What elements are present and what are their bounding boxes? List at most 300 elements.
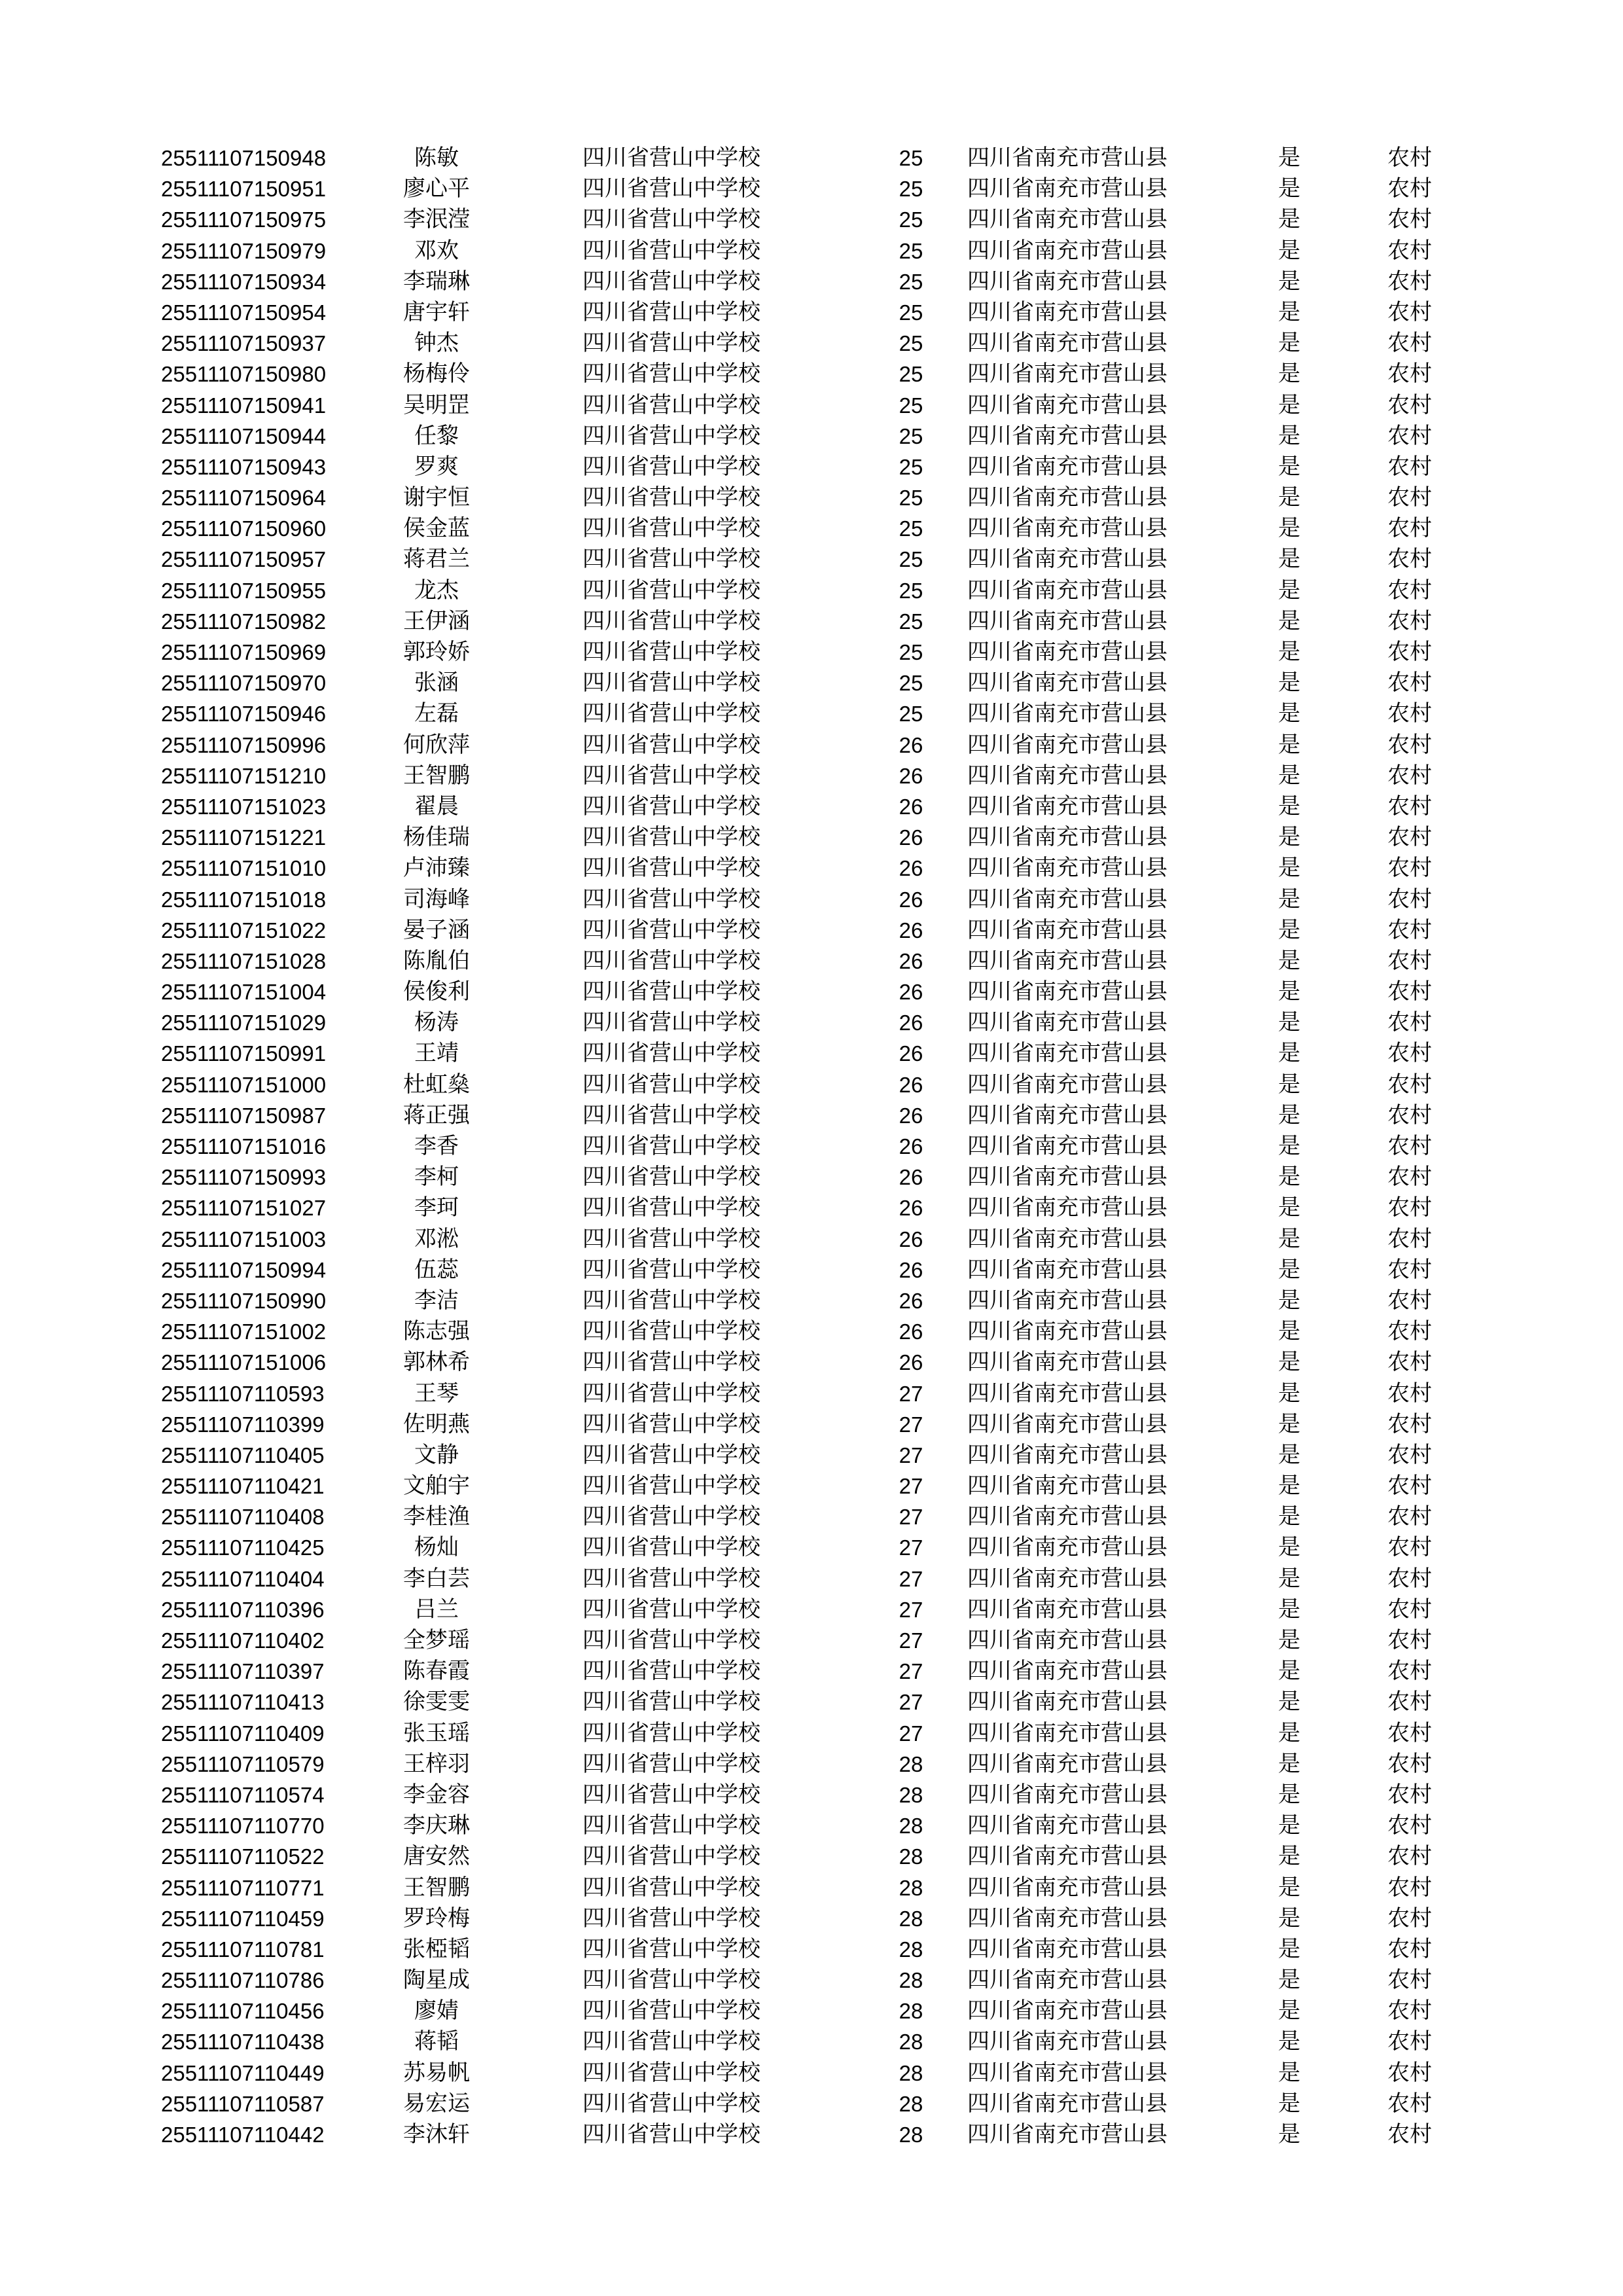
status-cell: 是 [1278, 793, 1300, 819]
table-row [0, 1841, 1623, 1872]
exam-id-cell: 25511107150979 [161, 238, 327, 263]
school-cell: 四川省营山中学校 [582, 1658, 760, 1685]
exam-id-cell: 25511107110579 [161, 1751, 325, 1776]
student-name-cell: 罗玲梅 [403, 1905, 470, 1931]
address-cell: 四川省南充市营山县 [967, 947, 1168, 974]
student-name-cell: 李桂渔 [403, 1503, 470, 1530]
school-cell: 四川省营山中学校 [582, 145, 760, 171]
status-cell: 是 [1278, 731, 1300, 758]
school-cell: 四川省营山中学校 [582, 1473, 760, 1499]
student-name-cell: 张涵 [414, 670, 459, 696]
address-cell: 四川省南充市营山县 [967, 237, 1168, 264]
area-type-cell: 农村 [1387, 1133, 1432, 1159]
exam-id-cell: 25511107151022 [161, 918, 327, 942]
group-cell: 28 [899, 2091, 923, 2116]
status-cell: 是 [1278, 145, 1300, 171]
exam-id-cell: 25511107151000 [161, 1072, 327, 1097]
exam-id-cell: 25511107150957 [161, 547, 327, 572]
table-row [0, 853, 1623, 884]
student-name-cell: 龙杰 [414, 577, 459, 603]
status-cell: 是 [1278, 855, 1300, 882]
area-type-cell: 农村 [1387, 298, 1432, 325]
table-row [0, 513, 1623, 544]
area-type-cell: 农村 [1387, 793, 1432, 819]
area-type-cell: 农村 [1387, 1750, 1432, 1777]
group-cell: 26 [899, 1103, 923, 1128]
exam-id-cell: 25511107110459 [161, 1906, 325, 1931]
address-cell: 四川省南充市营山县 [967, 2090, 1168, 2117]
address-cell: 四川省南充市营山县 [967, 762, 1168, 789]
group-cell: 28 [899, 1968, 923, 1993]
school-cell: 四川省营山中学校 [582, 1874, 760, 1901]
exam-id-cell: 25511107110449 [161, 2060, 325, 2085]
status-cell: 是 [1278, 1534, 1300, 1561]
table-row [0, 977, 1623, 1007]
group-cell: 26 [899, 1350, 923, 1375]
address-cell: 四川省南充市营山县 [967, 2028, 1168, 2055]
address-cell: 四川省南充市营山县 [967, 1380, 1168, 1407]
group-cell: 26 [899, 1011, 923, 1035]
student-name-cell: 李珂 [414, 1194, 459, 1221]
table-row [0, 452, 1623, 482]
table-row [0, 730, 1623, 761]
group-cell: 26 [899, 1196, 923, 1221]
group-cell: 27 [899, 1381, 923, 1406]
school-cell: 四川省营山中学校 [582, 1503, 760, 1530]
student-name-cell: 卢沛臻 [403, 855, 470, 882]
student-name-cell: 司海峰 [403, 886, 470, 912]
group-cell: 26 [899, 1041, 923, 1066]
area-type-cell: 农村 [1387, 1473, 1432, 1499]
table-row [0, 2089, 1623, 2119]
student-name-cell: 唐宇轩 [403, 298, 470, 325]
area-type-cell: 农村 [1387, 1935, 1432, 1962]
status-cell: 是 [1278, 1441, 1300, 1468]
school-cell: 四川省营山中学校 [582, 577, 760, 603]
address-cell: 四川省南充市营山县 [967, 824, 1168, 851]
address-cell: 四川省南充市营山县 [967, 577, 1168, 603]
school-cell: 四川省营山中学校 [582, 1256, 760, 1283]
status-cell: 是 [1278, 422, 1300, 449]
status-cell: 是 [1278, 1503, 1300, 1530]
student-name-cell: 李沐轩 [403, 2121, 470, 2147]
group-cell: 25 [899, 362, 923, 387]
student-name-cell: 李香 [414, 1133, 459, 1159]
table-row [0, 1224, 1623, 1255]
group-cell: 26 [899, 1257, 923, 1282]
school-cell: 四川省营山中学校 [582, 1009, 760, 1036]
address-cell: 四川省南充市营山县 [967, 1998, 1168, 2024]
area-type-cell: 农村 [1387, 361, 1432, 387]
status-cell: 是 [1278, 546, 1300, 573]
address-cell: 四川省南充市营山县 [967, 175, 1168, 202]
exam-id-cell: 25511107110408 [161, 1505, 325, 1530]
area-type-cell: 农村 [1387, 237, 1432, 264]
group-cell: 26 [899, 1072, 923, 1097]
school-cell: 四川省营山中学校 [582, 422, 760, 449]
student-name-cell: 侯俊利 [403, 978, 470, 1005]
table-row [0, 946, 1623, 977]
area-type-cell: 农村 [1387, 1071, 1432, 1098]
group-cell: 27 [899, 1597, 923, 1622]
area-type-cell: 农村 [1387, 546, 1432, 573]
table-row [0, 1440, 1623, 1471]
school-cell: 四川省营山中学校 [582, 1287, 760, 1314]
school-cell: 四川省营山中学校 [582, 916, 760, 943]
student-name-cell: 杨涛 [414, 1009, 459, 1036]
exam-id-cell: 25511107151002 [161, 1319, 327, 1344]
address-cell: 四川省南充市营山县 [967, 1473, 1168, 1499]
address-cell: 四川省南充市营山县 [967, 484, 1168, 511]
school-cell: 四川省营山中学校 [582, 1194, 760, 1221]
address-cell: 四川省南充市营山县 [967, 145, 1168, 171]
table-row [0, 1749, 1623, 1780]
area-type-cell: 农村 [1387, 1040, 1432, 1067]
table-row [0, 297, 1623, 328]
exam-id-cell: 25511107150955 [161, 578, 327, 603]
exam-id-cell: 25511107150954 [161, 300, 327, 325]
area-type-cell: 农村 [1387, 1812, 1432, 1839]
school-cell: 四川省营山中学校 [582, 1565, 760, 1592]
school-cell: 四川省营山中学校 [582, 1627, 760, 1653]
area-type-cell: 农村 [1387, 1627, 1432, 1653]
exam-id-cell: 25511107151023 [161, 794, 327, 819]
student-name-cell: 李白芸 [403, 1565, 470, 1592]
school-cell: 四川省营山中学校 [582, 1133, 760, 1159]
table-row [0, 1532, 1623, 1563]
area-type-cell: 农村 [1387, 206, 1432, 233]
table-row [0, 1007, 1623, 1038]
exam-id-cell: 25511107110456 [161, 1999, 325, 2024]
area-type-cell: 农村 [1387, 1905, 1432, 1931]
exam-id-cell: 25511107150996 [161, 732, 327, 757]
area-type-cell: 农村 [1387, 824, 1432, 851]
status-cell: 是 [1278, 1627, 1300, 1653]
table-row [0, 668, 1623, 698]
student-name-cell: 廖婧 [414, 1998, 459, 2024]
school-cell: 四川省营山中学校 [582, 2121, 760, 2147]
area-type-cell: 农村 [1387, 1225, 1432, 1252]
group-cell: 25 [899, 454, 923, 479]
status-cell: 是 [1278, 577, 1300, 603]
table-row [0, 482, 1623, 513]
area-type-cell: 农村 [1387, 1534, 1432, 1561]
student-name-cell: 李瑞琳 [403, 268, 470, 295]
student-name-cell: 郭玲娇 [403, 639, 470, 665]
area-type-cell: 农村 [1387, 978, 1432, 1005]
school-cell: 四川省营山中学校 [582, 1781, 760, 1808]
area-type-cell: 农村 [1387, 175, 1432, 202]
school-cell: 四川省营山中学校 [582, 1318, 760, 1345]
table-row [0, 1656, 1623, 1687]
school-cell: 四川省营山中学校 [582, 1534, 760, 1561]
group-cell: 25 [899, 640, 923, 664]
student-name-cell: 吴明罡 [403, 391, 470, 418]
area-type-cell: 农村 [1387, 916, 1432, 943]
address-cell: 四川省南充市营山县 [967, 2121, 1168, 2147]
table-row [0, 328, 1623, 359]
address-cell: 四川省南充市营山县 [967, 1318, 1168, 1345]
group-cell: 25 [899, 516, 923, 541]
address-cell: 四川省南充市营山县 [967, 1689, 1168, 1715]
group-cell: 25 [899, 486, 923, 511]
school-cell: 四川省营山中学校 [582, 1164, 760, 1191]
area-type-cell: 农村 [1387, 1256, 1432, 1283]
address-cell: 四川省南充市营山县 [967, 793, 1168, 819]
status-cell: 是 [1278, 1009, 1300, 1036]
status-cell: 是 [1278, 2059, 1300, 2086]
table-row [0, 544, 1623, 575]
exam-id-cell: 25511107151210 [161, 763, 327, 788]
area-type-cell: 农村 [1387, 1998, 1432, 2024]
student-name-cell: 王智鹏 [403, 1874, 470, 1901]
area-type-cell: 农村 [1387, 145, 1432, 171]
address-cell: 四川省南充市营山县 [967, 1967, 1168, 1994]
status-cell: 是 [1278, 1905, 1300, 1931]
address-cell: 四川省南充市营山县 [967, 1194, 1168, 1221]
exam-id-cell: 25511107150975 [161, 207, 327, 232]
exam-id-cell: 25511107150964 [161, 486, 327, 511]
student-name-cell: 蒋正强 [403, 1102, 470, 1128]
area-type-cell: 农村 [1387, 268, 1432, 295]
group-cell: 27 [899, 1721, 923, 1746]
table-row [0, 698, 1623, 729]
school-cell: 四川省营山中学校 [582, 1596, 760, 1623]
address-cell: 四川省南充市营山县 [967, 1009, 1168, 1036]
table-row [0, 1718, 1623, 1749]
group-cell: 25 [899, 331, 923, 356]
table-row [0, 1625, 1623, 1656]
student-name-cell: 易宏运 [403, 2090, 470, 2117]
table-row [0, 884, 1623, 915]
address-cell: 四川省南充市营山县 [967, 1843, 1168, 1870]
group-cell: 25 [899, 702, 923, 726]
status-cell: 是 [1278, 1071, 1300, 1098]
student-name-cell: 何欣萍 [403, 731, 470, 758]
student-name-cell: 吕兰 [414, 1596, 459, 1623]
status-cell: 是 [1278, 1596, 1300, 1623]
group-cell: 27 [899, 1535, 923, 1560]
school-cell: 四川省营山中学校 [582, 1225, 760, 1252]
table-row [0, 2058, 1623, 2089]
group-cell: 26 [899, 918, 923, 942]
group-cell: 26 [899, 887, 923, 912]
status-cell: 是 [1278, 391, 1300, 418]
status-cell: 是 [1278, 298, 1300, 325]
status-cell: 是 [1278, 1843, 1300, 1870]
status-cell: 是 [1278, 1102, 1300, 1128]
table-row [0, 791, 1623, 822]
table-row [0, 1038, 1623, 1069]
school-cell: 四川省营山中学校 [582, 237, 760, 264]
table-row [0, 143, 1623, 173]
exam-id-cell: 25511107150934 [161, 269, 327, 294]
address-cell: 四川省南充市营山县 [967, 546, 1168, 573]
exam-id-cell: 25511107150980 [161, 362, 327, 387]
exam-id-cell: 25511107151018 [161, 887, 327, 912]
area-type-cell: 农村 [1387, 1781, 1432, 1808]
table-row [0, 915, 1623, 946]
group-cell: 27 [899, 1690, 923, 1715]
address-cell: 四川省南充市营山县 [967, 886, 1168, 912]
status-cell: 是 [1278, 607, 1300, 634]
area-type-cell: 农村 [1387, 1380, 1432, 1407]
table-row [0, 1471, 1623, 1501]
school-cell: 四川省营山中学校 [582, 1843, 760, 1870]
student-name-cell: 佐明燕 [403, 1410, 470, 1437]
area-type-cell: 农村 [1387, 855, 1432, 882]
table-row [0, 1316, 1623, 1347]
student-name-cell: 陈胤伯 [403, 947, 470, 974]
table-row [0, 2119, 1623, 2150]
group-cell: 25 [899, 609, 923, 634]
table-row [0, 390, 1623, 421]
exam-id-cell: 25511107151006 [161, 1350, 327, 1375]
group-cell: 26 [899, 1319, 923, 1344]
exam-id-cell: 25511107110522 [161, 1844, 325, 1869]
address-cell: 四川省南充市营山县 [967, 1781, 1168, 1808]
status-cell: 是 [1278, 175, 1300, 202]
student-name-cell: 蒋君兰 [403, 546, 470, 573]
status-cell: 是 [1278, 639, 1300, 665]
table-row [0, 1965, 1623, 1996]
student-list-table [0, 143, 1623, 2150]
area-type-cell: 农村 [1387, 607, 1432, 634]
table-row [0, 1687, 1623, 1717]
status-cell: 是 [1278, 1719, 1300, 1746]
address-cell: 四川省南充市营山县 [967, 1503, 1168, 1530]
address-cell: 四川省南充市营山县 [967, 298, 1168, 325]
table-row [0, 761, 1623, 791]
address-cell: 四川省南充市营山县 [967, 1410, 1168, 1437]
exam-id-cell: 25511107110438 [161, 2030, 325, 2054]
exam-id-cell: 25511107110413 [161, 1690, 325, 1715]
student-name-cell: 陶星成 [403, 1967, 470, 1994]
exam-id-cell: 25511107151016 [161, 1134, 327, 1158]
table-row [0, 1903, 1623, 1934]
exam-id-cell: 25511107150969 [161, 640, 327, 664]
address-cell: 四川省南充市营山县 [967, 2059, 1168, 2086]
exam-id-cell: 25511107151010 [161, 856, 327, 881]
area-type-cell: 农村 [1387, 484, 1432, 511]
group-cell: 26 [899, 856, 923, 881]
area-type-cell: 农村 [1387, 1503, 1432, 1530]
area-type-cell: 农村 [1387, 1967, 1432, 1994]
status-cell: 是 [1278, 1349, 1300, 1376]
student-name-cell: 陈敏 [414, 145, 459, 171]
school-cell: 四川省营山中学校 [582, 330, 760, 357]
status-cell: 是 [1278, 1194, 1300, 1221]
group-cell: 28 [899, 1875, 923, 1900]
student-name-cell: 晏子涵 [403, 916, 470, 943]
table-row [0, 1564, 1623, 1594]
status-cell: 是 [1278, 1410, 1300, 1437]
student-name-cell: 唐安然 [403, 1843, 470, 1870]
table-row [0, 1409, 1623, 1440]
status-cell: 是 [1278, 1225, 1300, 1252]
area-type-cell: 农村 [1387, 2121, 1432, 2147]
status-cell: 是 [1278, 1565, 1300, 1592]
student-name-cell: 张椏韬 [403, 1935, 470, 1962]
group-cell: 25 [899, 207, 923, 232]
group-cell: 27 [899, 1628, 923, 1653]
address-cell: 四川省南充市营山县 [967, 1441, 1168, 1468]
student-name-cell: 李泯滢 [403, 206, 470, 233]
address-cell: 四川省南充市营山县 [967, 1905, 1168, 1931]
exam-id-cell: 25511107151004 [161, 980, 327, 1005]
table-row [0, 1100, 1623, 1131]
area-type-cell: 农村 [1387, 1410, 1432, 1437]
area-type-cell: 农村 [1387, 1441, 1432, 1468]
status-cell: 是 [1278, 762, 1300, 789]
area-type-cell: 农村 [1387, 639, 1432, 665]
area-type-cell: 农村 [1387, 947, 1432, 974]
exam-id-cell: 25511107150991 [161, 1041, 327, 1066]
school-cell: 四川省营山中学校 [582, 1998, 760, 2024]
group-cell: 26 [899, 1288, 923, 1313]
area-type-cell: 农村 [1387, 1689, 1432, 1715]
student-name-cell: 徐雯雯 [403, 1689, 470, 1715]
school-cell: 四川省营山中学校 [582, 268, 760, 295]
status-cell: 是 [1278, 1164, 1300, 1191]
school-cell: 四川省营山中学校 [582, 855, 760, 882]
status-cell: 是 [1278, 1998, 1300, 2024]
status-cell: 是 [1278, 268, 1300, 295]
school-cell: 四川省营山中学校 [582, 1905, 760, 1931]
student-name-cell: 伍蕊 [414, 1256, 459, 1283]
address-cell: 四川省南充市营山县 [967, 1040, 1168, 1067]
status-cell: 是 [1278, 886, 1300, 912]
group-cell: 26 [899, 1165, 923, 1190]
school-cell: 四川省营山中学校 [582, 670, 760, 696]
group-cell: 25 [899, 578, 923, 603]
exam-id-cell: 25511107110404 [161, 1566, 325, 1591]
table-row [0, 204, 1623, 235]
address-cell: 四川省南充市营山县 [967, 361, 1168, 387]
table-row [0, 1347, 1623, 1378]
status-cell: 是 [1278, 1380, 1300, 1407]
table-row [0, 359, 1623, 389]
group-cell: 25 [899, 423, 923, 448]
address-cell: 四川省南充市营山县 [967, 978, 1168, 1005]
school-cell: 四川省营山中学校 [582, 2059, 760, 2086]
status-cell: 是 [1278, 1781, 1300, 1808]
table-row [0, 2026, 1623, 2057]
group-cell: 25 [899, 300, 923, 325]
exam-id-cell: 25511107150990 [161, 1288, 327, 1313]
address-cell: 四川省南充市营山县 [967, 1534, 1168, 1561]
exam-id-cell: 25511107110593 [161, 1381, 325, 1406]
address-cell: 四川省南充市营山县 [967, 607, 1168, 634]
exam-id-cell: 25511107110771 [161, 1875, 325, 1900]
address-cell: 四川省南充市营山县 [967, 1349, 1168, 1376]
student-name-cell: 李庆琳 [403, 1812, 470, 1839]
area-type-cell: 农村 [1387, 422, 1432, 449]
table-row [0, 1501, 1623, 1532]
table-row [0, 1810, 1623, 1841]
exam-id-cell: 25511107150937 [161, 331, 327, 356]
school-cell: 四川省营山中学校 [582, 2028, 760, 2055]
group-cell: 28 [899, 1999, 923, 2024]
address-cell: 四川省南充市营山县 [967, 1812, 1168, 1839]
student-name-cell: 王智鹏 [403, 762, 470, 789]
school-cell: 四川省营山中学校 [582, 1689, 760, 1715]
student-name-cell: 邓淞 [414, 1225, 459, 1252]
exam-id-cell: 25511107150987 [161, 1103, 327, 1128]
address-cell: 四川省南充市营山县 [967, 1565, 1168, 1592]
student-name-cell: 侯金蓝 [403, 515, 470, 542]
exam-id-cell: 25511107151221 [161, 825, 327, 850]
